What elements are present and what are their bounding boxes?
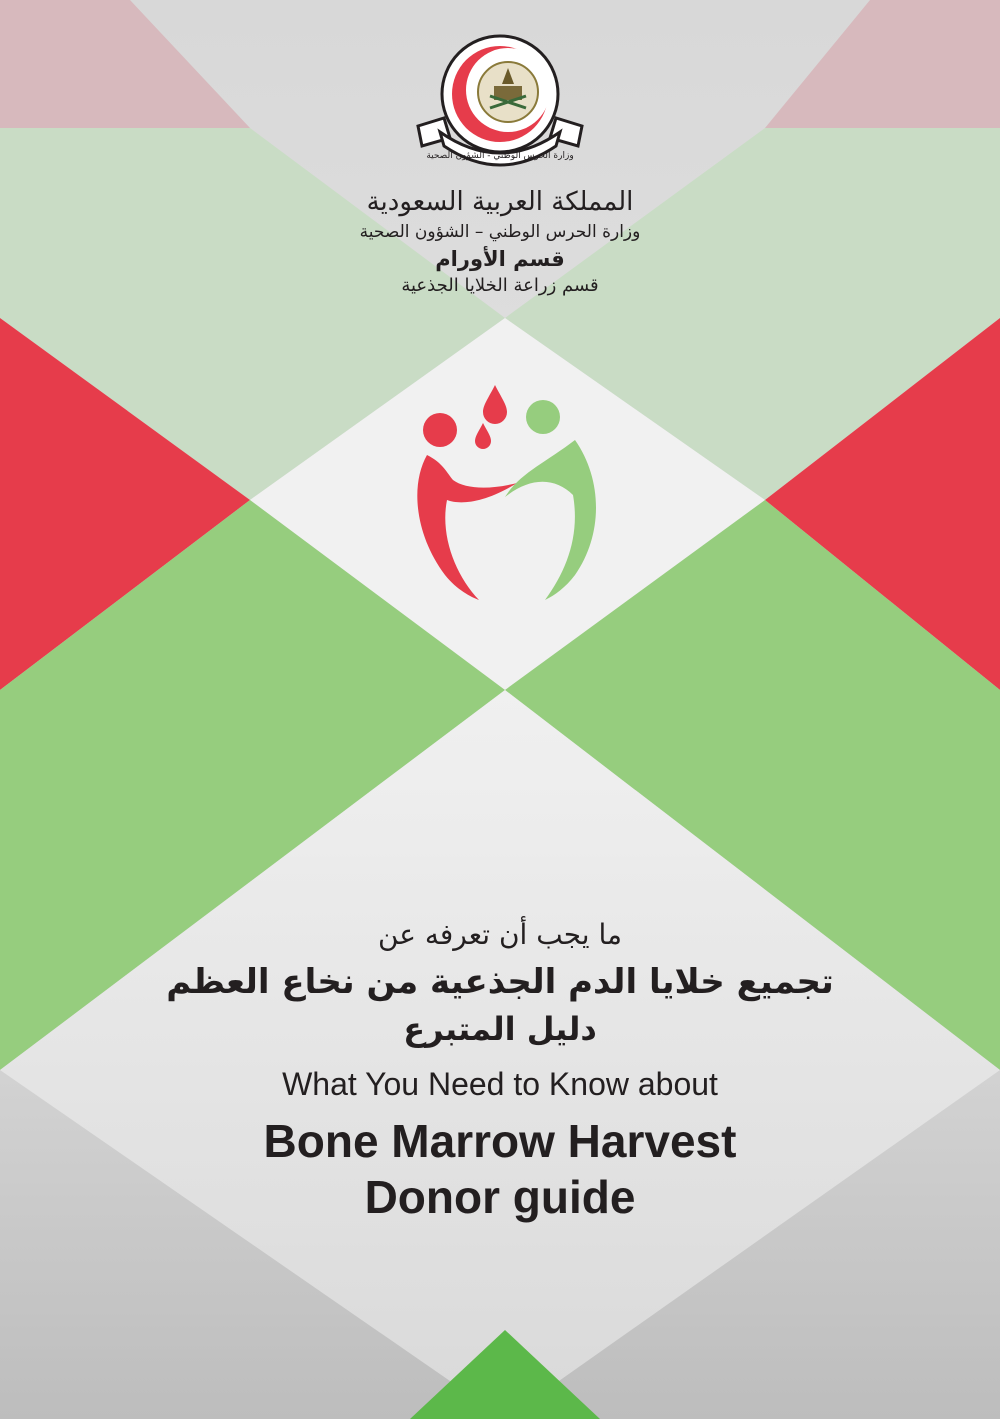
blood-donation-people-icon bbox=[405, 385, 615, 610]
arabic-title-main: تجميع خلايا الدم الجذعية من نخاع العظم bbox=[166, 962, 834, 1002]
section-name: قسم زراعة الخلايا الجذعية bbox=[401, 275, 599, 296]
english-title-line1: Bone Marrow Harvest bbox=[263, 1115, 737, 1167]
country-name: المملكة العربية السعودية bbox=[366, 187, 634, 217]
english-title-intro: What You Need to Know about bbox=[282, 1066, 718, 1102]
english-title-line2: Donor guide bbox=[364, 1171, 636, 1223]
arabic-title-sub: دليل المتبرع bbox=[403, 1010, 597, 1048]
health-affairs-crescent-emblem-icon bbox=[410, 34, 590, 184]
arabic-title-intro: ما يجب أن تعرفه عن bbox=[377, 918, 622, 951]
department-name: قسم الأورام bbox=[435, 247, 565, 271]
ministry-name: وزارة الحرس الوطني – الشؤون الصحية bbox=[359, 222, 641, 242]
svg-text:وزارة الحرس الوطني - الشؤون ال: وزارة الحرس الوطني - الشؤون الصحية bbox=[426, 151, 574, 161]
